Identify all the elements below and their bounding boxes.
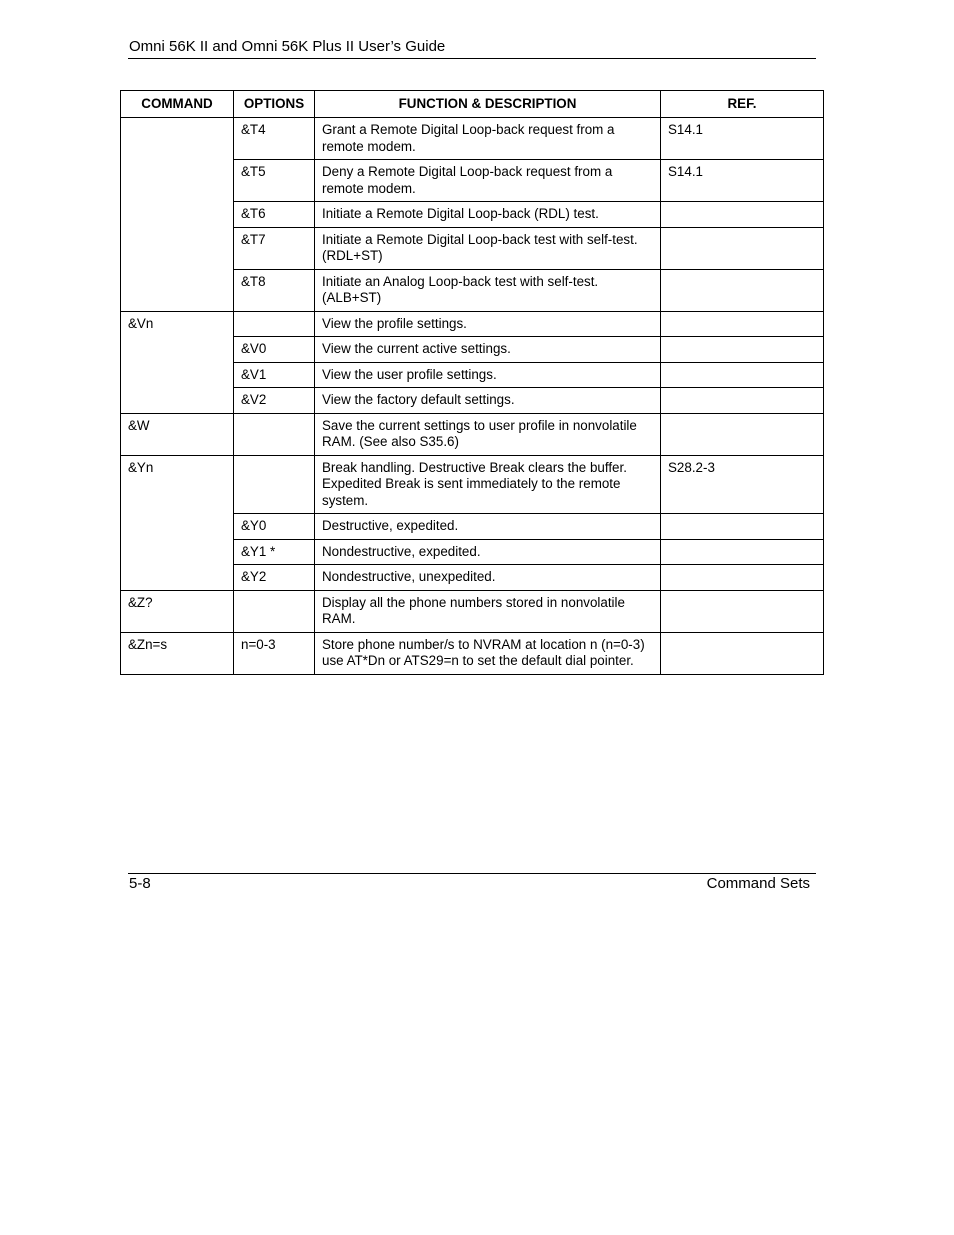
- option-cell: &T4: [234, 118, 315, 160]
- table-row: [121, 202, 824, 228]
- table-row: [121, 362, 824, 388]
- command-cell: &Yn: [121, 455, 234, 514]
- ref-cell: [661, 202, 824, 228]
- ref-cell: [661, 632, 824, 674]
- command-cell: [121, 202, 234, 228]
- option-cell: &Y0: [234, 514, 315, 540]
- table-header-row: [121, 91, 824, 118]
- description-cell: Deny a Remote Digital Loop-back request from a remote modem.: [315, 160, 661, 202]
- command-cell: &W: [121, 413, 234, 455]
- table-row: [121, 227, 824, 269]
- option-cell: &V0: [234, 337, 315, 363]
- table-row: [121, 539, 824, 565]
- table-row: [121, 118, 824, 160]
- description-cell: Nondestructive, expedited.: [315, 539, 661, 565]
- option-cell: &T7: [234, 227, 315, 269]
- command-cell: &Vn: [121, 311, 234, 337]
- ref-cell: S14.1: [661, 160, 824, 202]
- table-row: [121, 311, 824, 337]
- table-row: [121, 565, 824, 591]
- command-cell: [121, 362, 234, 388]
- table-row: [121, 160, 824, 202]
- table-row: [121, 590, 824, 632]
- page-number: 5-8: [129, 875, 151, 892]
- ref-cell: [661, 362, 824, 388]
- table-row: [121, 388, 824, 414]
- option-cell: &T8: [234, 269, 315, 311]
- description-cell: Grant a Remote Digital Loop-back request from a remote modem.: [315, 118, 661, 160]
- command-cell: &Zn=s: [121, 632, 234, 674]
- column-header-ref: REF.: [661, 91, 824, 118]
- column-header-options: OPTIONS: [234, 91, 315, 118]
- description-cell: Initiate a Remote Digital Loop-back (RDL) test.: [315, 202, 661, 228]
- option-cell: [234, 590, 315, 632]
- column-header-command: COMMAND: [121, 91, 234, 118]
- description-cell: Display all the phone numbers stored in nonvolatile RAM.: [315, 590, 661, 632]
- ref-cell: [661, 565, 824, 591]
- option-cell: &V2: [234, 388, 315, 414]
- ref-cell: [661, 590, 824, 632]
- ref-cell: [661, 514, 824, 540]
- ref-cell: [661, 388, 824, 414]
- table-row: [121, 337, 824, 363]
- table-row: [121, 413, 824, 455]
- ref-cell: [661, 337, 824, 363]
- ref-cell: [661, 413, 824, 455]
- ref-cell: [661, 269, 824, 311]
- column-header-description: FUNCTION & DESCRIPTION: [315, 91, 661, 118]
- footer-rule: [128, 873, 816, 874]
- description-cell: Save the current settings to user profile in nonvolatile RAM. (See also S35.6): [315, 413, 661, 455]
- option-cell: &Y2: [234, 565, 315, 591]
- ref-cell: S28.2-3: [661, 455, 824, 514]
- ref-cell: [661, 311, 824, 337]
- table-row: [121, 632, 824, 674]
- option-cell: n=0-3: [234, 632, 315, 674]
- command-cell: [121, 514, 234, 540]
- command-cell: [121, 337, 234, 363]
- description-cell: Initiate a Remote Digital Loop-back test with self-test. (RDL+ST): [315, 227, 661, 269]
- description-cell: View the profile settings.: [315, 311, 661, 337]
- running-header: Omni 56K II and Omni 56K Plus II User’s Guide: [129, 38, 446, 55]
- command-cell: [121, 388, 234, 414]
- option-cell: [234, 413, 315, 455]
- option-cell: &T6: [234, 202, 315, 228]
- ref-cell: [661, 227, 824, 269]
- command-cell: [121, 565, 234, 591]
- table-row: [121, 269, 824, 311]
- description-cell: Initiate an Analog Loop-back test with self-test. (ALB+ST): [315, 269, 661, 311]
- description-cell: View the user profile settings.: [315, 362, 661, 388]
- description-cell: View the factory default settings.: [315, 388, 661, 414]
- option-cell: [234, 455, 315, 514]
- option-cell: &T5: [234, 160, 315, 202]
- table-row: [121, 514, 824, 540]
- command-cell: [121, 160, 234, 202]
- description-cell: Store phone number/s to NVRAM at location n (n=0-3) use AT*Dn or ATS29=n to set the default dial pointer.: [315, 632, 661, 674]
- option-cell: [234, 311, 315, 337]
- description-cell: View the current active settings.: [315, 337, 661, 363]
- command-cell: [121, 227, 234, 269]
- ref-cell: S14.1: [661, 118, 824, 160]
- command-table: [120, 90, 824, 675]
- footer-section-title: Command Sets: [706, 875, 810, 892]
- ref-cell: [661, 539, 824, 565]
- command-cell: [121, 118, 234, 160]
- option-cell: &V1: [234, 362, 315, 388]
- command-cell: [121, 269, 234, 311]
- description-cell: Destructive, expedited.: [315, 514, 661, 540]
- description-cell: Nondestructive, unexpedited.: [315, 565, 661, 591]
- table-row: [121, 455, 824, 514]
- command-cell: &Z?: [121, 590, 234, 632]
- option-cell: &Y1 *: [234, 539, 315, 565]
- description-cell: Break handling. Destructive Break clears the buffer. Expedited Break is sent immediately to the remote system.: [315, 455, 661, 514]
- header-rule: [128, 58, 816, 59]
- command-cell: [121, 539, 234, 565]
